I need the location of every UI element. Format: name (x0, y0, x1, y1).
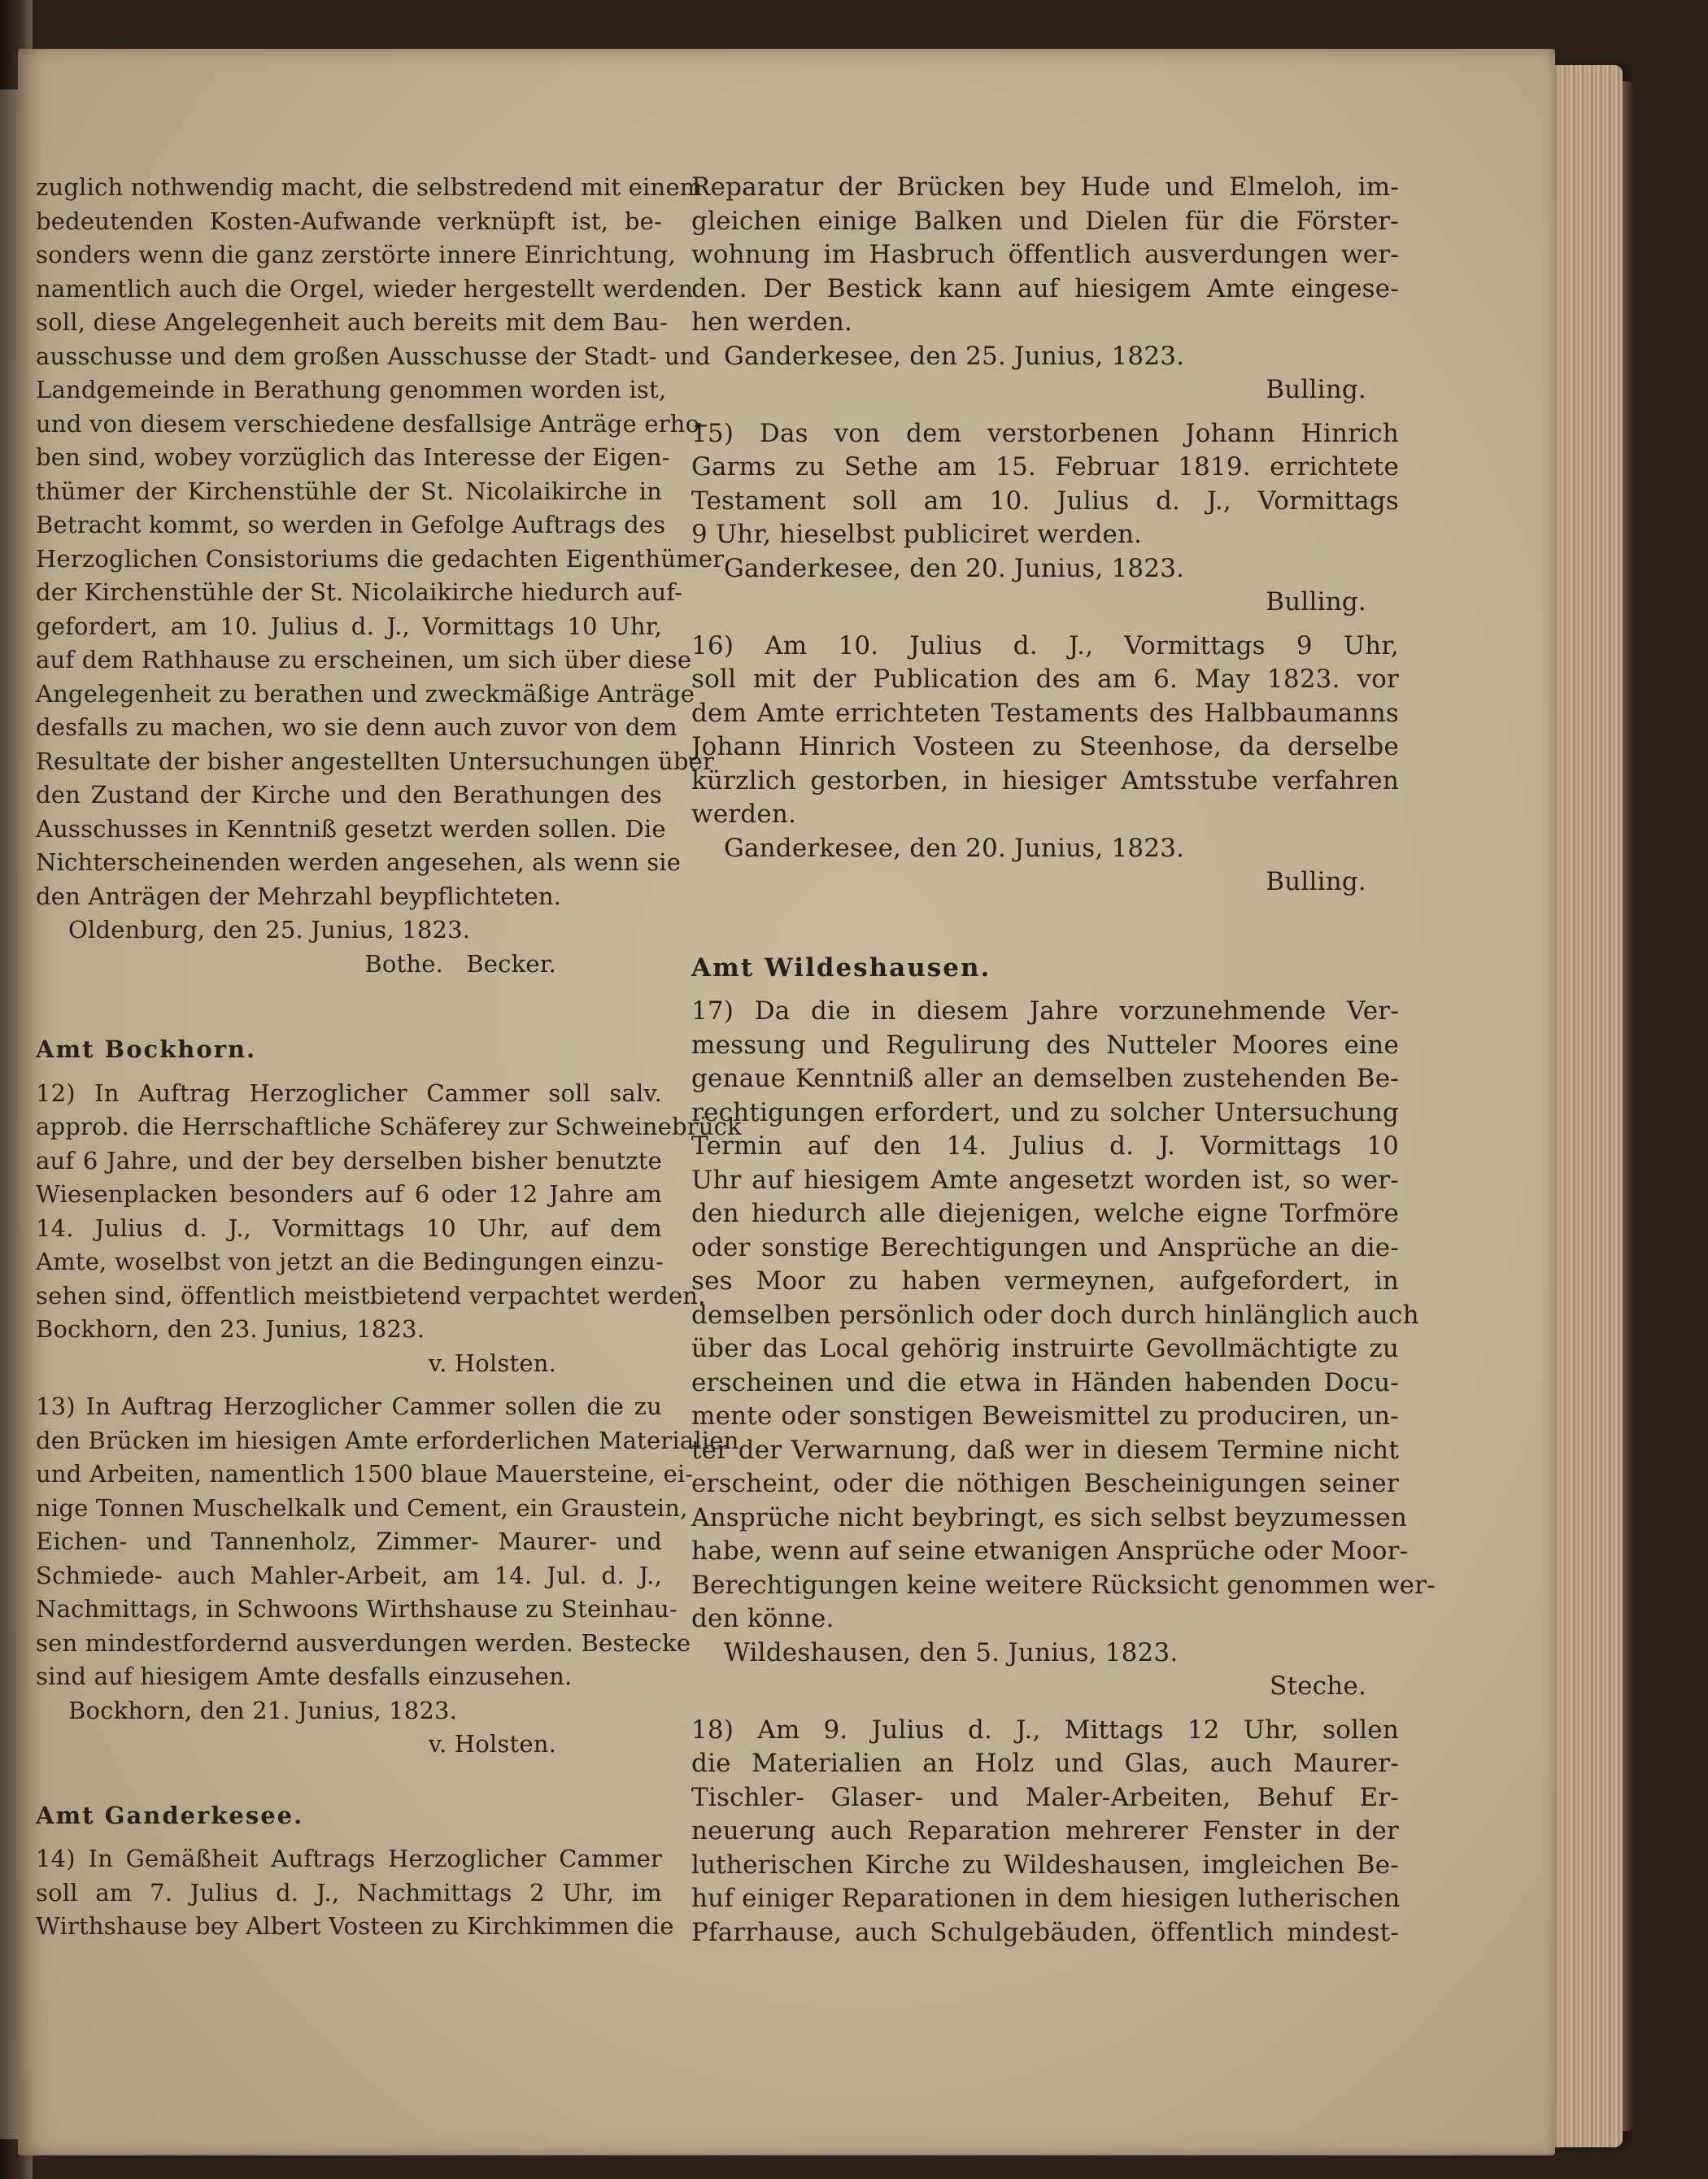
text-line: demselben persönlich oder doch durch hinlänglich auch (691, 1300, 1419, 1330)
text-line: Garms zu Sethe am 15. Februar 1819. errichtete (691, 452, 1399, 482)
text-line: Wiesenplacken besonders auf 6 oder 12 Jahre am (36, 1180, 662, 1208)
paragraph-18 (691, 1714, 1399, 1950)
signature: v. Holsten. (428, 1730, 556, 1758)
text-line: 14) In Gemäßheit Auftrags Herzoglicher Cammer (36, 1845, 662, 1872)
text-line: Schmiede- auch Mahler-Arbeit, am 14. Jul. d. J., (36, 1561, 662, 1589)
text-line: gefordert, am 10. Julius d. J., Vormittags 10 Uhr, (36, 612, 662, 640)
text-line: sind auf hiesigem Amte desfalls einzusehen. (36, 1663, 573, 1690)
text-line: 18) Am 9. Julius d. J., Mittags 12 Uhr, sollen (691, 1715, 1399, 1745)
text-line: sonders wenn die ganz zerstörte innere Einrichtung, (36, 241, 676, 268)
paragraph-14-continued (691, 171, 1399, 407)
dateline: Wildeshausen, den 5. Junius, 1823. (724, 1637, 1179, 1667)
paragraph-16 (691, 630, 1399, 900)
paragraph-12 (36, 1077, 742, 1381)
text-line: Eichen- und Tannenholz, Zimmer- Maurer- und (36, 1527, 662, 1555)
text-line: Landgemeinde in Berathung genommen worden ist, (36, 376, 667, 403)
text-line: lutherischen Kirche zu Wildeshausen, imgleichen Be- (691, 1850, 1399, 1880)
dateline: Ganderkesee, den 20. Junius, 1823. (724, 553, 1185, 583)
text-line: rechtigungen erfordert, und zu solcher Untersuchung (691, 1097, 1399, 1127)
text-line: ausschusse und dem großen Ausschusse der Stadt- und (36, 342, 711, 370)
text-line: den hiedurch alle diejenigen, welche eigne Torfmöre (691, 1199, 1399, 1228)
text-line: messung und Regulirung des Nutteler Moores eine (691, 1030, 1399, 1060)
paragraph-oldenburg-notice (36, 171, 725, 981)
dateline: Bockhorn, den 23. Junius, 1823. (36, 1315, 425, 1343)
text-line: Uhr auf hiesigem Amte angesetzt worden ist, so wer- (691, 1165, 1399, 1195)
text-line: bedeutenden Kosten-Aufwande verknüpft ist, be- (36, 207, 662, 235)
section-heading-ganderkesee: Amt Ganderkesee. (36, 1801, 304, 1829)
text-line: desfalls zu machen, wo sie denn auch zuvor von dem (36, 713, 678, 741)
dateline: Bockhorn, den 21. Junius, 1823. (68, 1696, 458, 1724)
text-line: 17) Da die in diesem Jahre vorzunehmende Ver- (691, 996, 1399, 1026)
text-line: und von diesem verschiedene desfallsige Anträge erho- (36, 409, 708, 438)
text-line: sehen sind, öffentlich meistbietend verpachtet werden. (36, 1281, 706, 1310)
text-line: namentlich auch die Orgel, wieder hergestellt werden (36, 274, 694, 303)
text-line: Termin auf den 14. Julius d. J. Vormittags 10 (691, 1131, 1399, 1161)
text-line: den. Der Bestick kann auf hiesigem Amte eingese- (691, 273, 1399, 303)
text-line: Tischler- Glaser- und Maler-Arbeiten, Behuf Er- (691, 1782, 1399, 1812)
paragraph-17 (691, 995, 1436, 1704)
text-line: ter der Verwarnung, daß wer in diesem Termine nicht (691, 1435, 1399, 1465)
text-line: ben sind, wobey vorzüglich das Interesse der Eigen- (36, 443, 670, 471)
text-line: 15) Das von dem verstorbenen Johann Hinrich (691, 418, 1399, 448)
text-line: soll, diese Angelegenheit auch bereits mit dem Bau- (36, 308, 669, 336)
text-line: kürzlich gestorben, in hiesiger Amtsstube verfahren (691, 765, 1399, 795)
text-line: über das Local gehörig instruirte Gevollmächtigte zu (691, 1334, 1399, 1363)
signature: Bulling. (1266, 587, 1366, 617)
page-edges-stack (1549, 65, 1623, 2147)
text-line: dem Amte errichteten Testaments des Halbbaumanns (691, 698, 1399, 728)
text-line: soll am 7. Julius d. J., Nachmittags 2 Uhr, im (36, 1878, 662, 1907)
text-line: habe, wenn auf seine etwanigen Ansprüche oder Moor- (691, 1536, 1409, 1566)
text-line: Wirthshause bey Albert Vosteen zu Kirchkimmen die (36, 1912, 674, 1940)
text-line: den Zustand der Kirche und den Berathungen des (36, 781, 662, 808)
text-line: und Arbeiten, namentlich 1500 blaue Mauersteine, ei- (36, 1460, 694, 1488)
text-line: Ausschusses in Kenntniß gesetzt werden sollen. Die (36, 814, 666, 843)
text-line: oder sonstige Berechtigungen und Ansprüche an die- (691, 1232, 1399, 1262)
signature: Bulling. (1266, 375, 1366, 404)
text-line: Nachmittags, in Schwoons Wirthshause zu Steinhau- (36, 1595, 678, 1623)
text-line: werden. (691, 800, 797, 829)
dateline: Ganderkesee, den 20. Junius, 1823. (724, 833, 1185, 863)
text-line: erscheinen und die etwa in Händen habenden Docu- (691, 1367, 1399, 1397)
text-line: den Brücken im hiesigen Amte erforderlichen Materialien (36, 1426, 739, 1454)
text-line: Pfarrhause, auch Schulgebäuden, öffentlich mindest- (691, 1917, 1399, 1947)
signature: Steche. (1270, 1671, 1366, 1701)
text-line: mente oder sonstigen Beweismittel zu produciren, un- (691, 1401, 1399, 1431)
paragraph-15 (691, 417, 1399, 620)
text-line: Resultate der bisher angestellten Untersuchungen über (36, 747, 715, 775)
text-line: die Materialien an Holz und Glas, auch Maurer- (691, 1749, 1399, 1778)
text-line: genaue Kenntniß aller an demselben zustehenden Be- (691, 1064, 1399, 1093)
section-heading-bockhorn: Amt Bockhorn. (36, 1035, 257, 1063)
text-line: auf 6 Jahre, und der bey derselben bisher benutzte (36, 1146, 662, 1174)
dateline: Oldenburg, den 25. Junius, 1823. (68, 916, 471, 944)
text-line: Reparatur der Brücken bey Hude und Elmeloh, im- (691, 172, 1399, 202)
right-column (691, 171, 1436, 1950)
text-line: wohnung im Hasbruch öffentlich ausverdungen wer- (691, 240, 1399, 269)
text-line: thümer der Kirchenstühle der St. Nicolaikirche in (36, 477, 662, 505)
text-line: 12) In Auftrag Herzoglicher Cammer soll salv. (36, 1079, 662, 1107)
text-line: neuerung auch Reparation mehrerer Fenster in der (691, 1816, 1399, 1846)
dateline: Ganderkesee, den 25. Junius, 1823. (724, 341, 1185, 371)
text-line: Herzoglichen Consistoriums die gedachten Eigenthümer (36, 544, 725, 573)
text-line: 16) Am 10. Julius d. J., Vormittags 9 Uhr, (691, 630, 1399, 660)
text-line: 14. Julius d. J., Vormittags 10 Uhr, auf dem (36, 1214, 662, 1242)
text-line: Berechtigungen keine weitere Rücksicht genommen wer- (691, 1570, 1436, 1600)
paragraph-13 (36, 1390, 739, 1762)
text-line: ses Moor zu haben vermeynen, aufgefordert, in (691, 1266, 1399, 1296)
text-line: Johann Hinrich Vosteen zu Steenhose, da derselbe (691, 732, 1399, 761)
text-line: nige Tonnen Muschelkalk und Cement, ein Graustein, (36, 1493, 688, 1522)
text-line: Angelegenheit zu berathen und zweckmäßige Anträge (36, 679, 695, 708)
text-line: huf einiger Reparationen in dem hiesigen lutherischen (691, 1884, 1401, 1913)
text-line: Ansprüche nicht beybringt, es sich selbst beyzumessen (691, 1502, 1408, 1532)
text-line: erscheint, oder die nöthigen Bescheinigungen seiner (691, 1469, 1399, 1498)
text-line: gleichen einige Balken und Dielen für die Förster- (691, 206, 1399, 236)
text-line: sen mindestfordernd ausverdungen werden. Bestecke (36, 1628, 691, 1657)
text-line: Betracht kommt, so werden in Gefolge Auftrags des (36, 511, 666, 538)
text-line: den könne. (691, 1604, 834, 1633)
text-line: soll mit der Publication des am 6. May 1823. vor (691, 665, 1399, 694)
section-heading-wildeshausen: Amt Wildeshausen. (691, 952, 991, 983)
text-line: zuglich nothwendig macht, die selbstredend mit einem (36, 173, 703, 201)
book-page (18, 49, 1555, 2155)
text-line: hen werden. (691, 307, 853, 337)
text-line: Nichterscheinenden werden angesehen, als wenn sie (36, 848, 682, 876)
signature: Bulling. (1266, 867, 1366, 896)
text-line: 9 Uhr, hieselbst publiciret werden. (691, 520, 1143, 549)
text-line: 13) In Auftrag Herzoglicher Cammer sollen die zu (36, 1392, 662, 1420)
text-line: Testament soll am 10. Julius d. J., Vormittags (691, 486, 1399, 516)
signature: v. Holsten. (428, 1349, 556, 1377)
paragraph-14 (36, 1842, 674, 1944)
left-column (36, 171, 742, 1944)
text-line: Amte, woselbst von jetzt an die Bedingungen einzu- (36, 1248, 664, 1275)
signature: Bothe. Becker. (364, 949, 556, 978)
text-line: auf dem Rathhause zu erscheinen, um sich über diese (36, 646, 692, 673)
text-line: der Kirchenstühle der St. Nicolaikirche hiedurch auf- (36, 578, 683, 606)
text-line: den Anträgen der Mehrzahl beypflichteten. (36, 882, 562, 910)
text-line: approb. die Herrschaftliche Schäferey zur Schweinebrück (36, 1113, 742, 1140)
